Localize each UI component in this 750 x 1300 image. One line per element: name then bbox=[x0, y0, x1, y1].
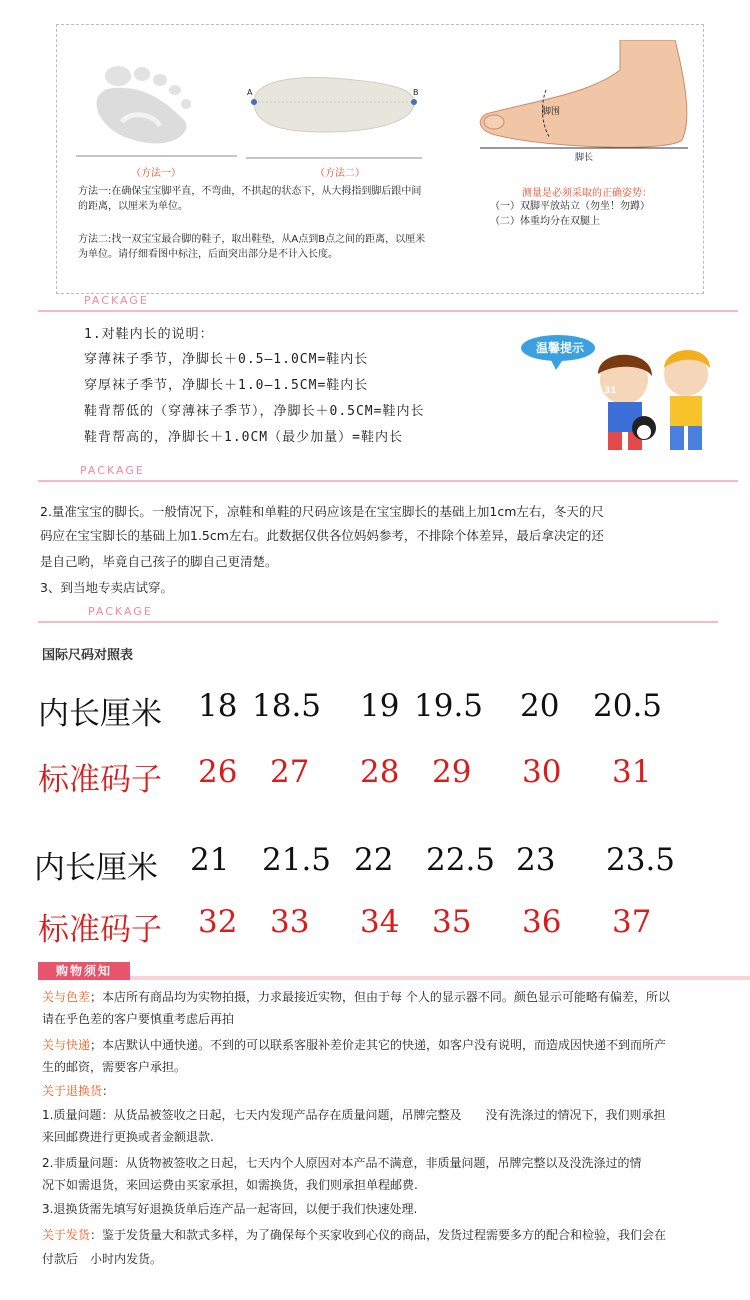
inner-length-label: 内长厘米 bbox=[34, 850, 158, 886]
return-heading: 关于退换货 bbox=[42, 1084, 103, 1098]
express-text: ；本店默认中通快递。不到的可以联系客服补差价走其它的快递，如客户没有说明，而造成因快递不到而所产 bbox=[90, 1038, 667, 1052]
size-cell: 20 bbox=[520, 688, 560, 724]
girth-label: 脚围 bbox=[542, 107, 561, 117]
method1-text: 方法一:在确保宝宝脚平直，不弯曲，不拱起的状态下，从大拇指到脚后跟中间的距离，以厘米为单位。 bbox=[78, 186, 422, 212]
package-label: PACKAGE bbox=[80, 464, 145, 477]
size-cell: 21 bbox=[190, 842, 230, 878]
color-diff-line-1 bbox=[42, 986, 702, 1008]
size-cell: 37 bbox=[612, 904, 652, 940]
size-cell: 21.5 bbox=[262, 842, 332, 878]
notes-line-3: 鞋背帮低的（穿薄袜子季节），净脚长＋0.5CM=鞋内长 bbox=[84, 404, 425, 419]
divider bbox=[38, 621, 718, 623]
notes-line-4: 鞋背帮高的，净脚长＋1.0CM（最少加量）=鞋内长 bbox=[84, 430, 403, 445]
size-cell: 18 bbox=[198, 688, 238, 724]
notes-line-1: 穿薄袜子季节，净脚长＋0.5—1.0CM=鞋内长 bbox=[84, 352, 369, 367]
divider bbox=[38, 480, 738, 482]
return-form-line: 3.退换货需先填写好退换货单后连产品一起寄回，以便于我们快速处理. bbox=[42, 1202, 418, 1216]
method1-caption: （方法一） bbox=[131, 168, 181, 179]
insole-illustration bbox=[244, 70, 424, 164]
size-table-title: 国际尺码对照表 bbox=[42, 648, 134, 663]
shipping-heading: 关于发货 bbox=[42, 1228, 91, 1242]
size-cell: 27 bbox=[270, 754, 310, 790]
size-cell: 23.5 bbox=[606, 842, 676, 878]
notice-bar bbox=[38, 962, 750, 980]
size-cell: 19 bbox=[360, 688, 400, 724]
color-diff-heading: 关与色差 bbox=[42, 990, 91, 1004]
size-cell: 26 bbox=[198, 754, 238, 790]
quality-line-1: 1.质量问题：从货品被签收之日起，七天内发现产品存在质量问题，吊牌完整及 没有洗涤过的情况下，我们则承担 bbox=[42, 1108, 666, 1122]
divider bbox=[38, 310, 738, 312]
posture-2: （二）体重均分在双腿上 bbox=[490, 216, 600, 227]
standard-size-label: 标准码子 bbox=[38, 912, 162, 948]
tip-badge: 温馨提示 bbox=[535, 341, 584, 355]
size-cell: 35 bbox=[432, 904, 472, 940]
size-cell: 31 bbox=[612, 754, 652, 790]
size-cell: 19.5 bbox=[414, 688, 484, 724]
shipping-line-1 bbox=[42, 1224, 702, 1246]
posture-1: （一）双脚平放站立（勿坐！勿蹲） bbox=[490, 201, 650, 212]
express-heading: 关与快递 bbox=[42, 1038, 91, 1052]
nonquality-line-1: 2.非质量问题：从货物被签收之日起，七天内个人原因对本产品不满意，非质量问题，吊牌完整以及没洗涤过的情 bbox=[42, 1156, 642, 1170]
size-cell: 34 bbox=[360, 904, 400, 940]
size-cell: 22 bbox=[354, 842, 394, 878]
notes-heading: 1.对鞋内长的说明： bbox=[84, 327, 214, 342]
section2-line-3: 是自己哟，毕竟自己孩子的脚自己更清楚。 bbox=[40, 554, 278, 569]
method2-caption: （方法二） bbox=[315, 168, 365, 179]
size-cell: 22.5 bbox=[426, 842, 496, 878]
section2-line-2: 码应在宝宝脚长的基础上加1.5cm左右。此数据仅供各位妈妈参考，不排除个体差异，最后拿决定的还 bbox=[40, 528, 604, 543]
section2-line-4: 3、到当地专卖店试穿。 bbox=[40, 580, 173, 595]
size-cell: 32 bbox=[198, 904, 238, 940]
size-cell: 23 bbox=[516, 842, 556, 878]
inner-length-label: 内长厘米 bbox=[38, 696, 162, 732]
size-cell: 20.5 bbox=[593, 688, 663, 724]
method2-text: 方法二:找一双宝宝最合脚的鞋子，取出鞋垫，从A点到B点之间的距离，以厘米为单位。请仔细看图中标注，后面突出部分是不计入长度。 bbox=[78, 234, 426, 260]
package-label: PACKAGE bbox=[88, 605, 153, 618]
shipping-text: ：鉴于发货量大和款式多样，为了确保每个买家收到心仪的商品，发货过程需要多方的配合和检验，我们会在 bbox=[90, 1228, 667, 1242]
size-cell: 36 bbox=[522, 904, 562, 940]
standard-size-label: 标准码子 bbox=[38, 762, 162, 798]
return-colon: ： bbox=[102, 1084, 115, 1098]
length-label: 脚长 bbox=[575, 153, 594, 163]
size-cell: 33 bbox=[270, 904, 310, 940]
section2-line-1: 2.量准宝宝的脚长。一般情况下，凉鞋和单鞋的尺码应该是在宝宝脚长的基础上加1cm左右，冬天的尺 bbox=[40, 504, 604, 519]
nonquality-line-2: 况下如需退货，来回运费由买家承担，如需换货，我们则承担单程邮费. bbox=[42, 1178, 418, 1192]
color-diff-text: ；本店所有商品均为实物拍摄，力求最接近实物，但由于每 个人的显示器不同。颜色显示可能略有偏差，所以 bbox=[90, 990, 670, 1004]
express-line-2: 生的邮资，需要客户承担。 bbox=[42, 1060, 187, 1074]
return-heading-line bbox=[42, 1080, 702, 1102]
notice-tag: 购物须知 bbox=[38, 962, 130, 980]
notes-line-2: 穿厚袜子季节，净脚长＋1.0—1.5CM=鞋内长 bbox=[84, 378, 369, 393]
point-b-label: B bbox=[413, 88, 419, 97]
size-cell: 18.5 bbox=[252, 688, 322, 724]
package-label: PACKAGE bbox=[84, 294, 149, 307]
kid-shirt-number: 31 bbox=[604, 386, 617, 396]
shipping-line-2: 付款后 小时内发货。 bbox=[42, 1252, 163, 1266]
point-a-label: A bbox=[247, 88, 253, 97]
quality-line-2: 来回邮费进行更换或者金额退款. bbox=[42, 1130, 214, 1144]
express-line-1 bbox=[42, 1034, 702, 1056]
size-cell: 29 bbox=[432, 754, 472, 790]
footprint-illustration bbox=[74, 60, 239, 164]
posture-title: 测量是必须采取的正确姿势： bbox=[522, 188, 652, 199]
size-cell: 28 bbox=[360, 754, 400, 790]
color-diff-line-2: 请在乎色差的客户要慎重考虑后再拍 bbox=[42, 1012, 235, 1026]
size-cell: 30 bbox=[522, 754, 562, 790]
